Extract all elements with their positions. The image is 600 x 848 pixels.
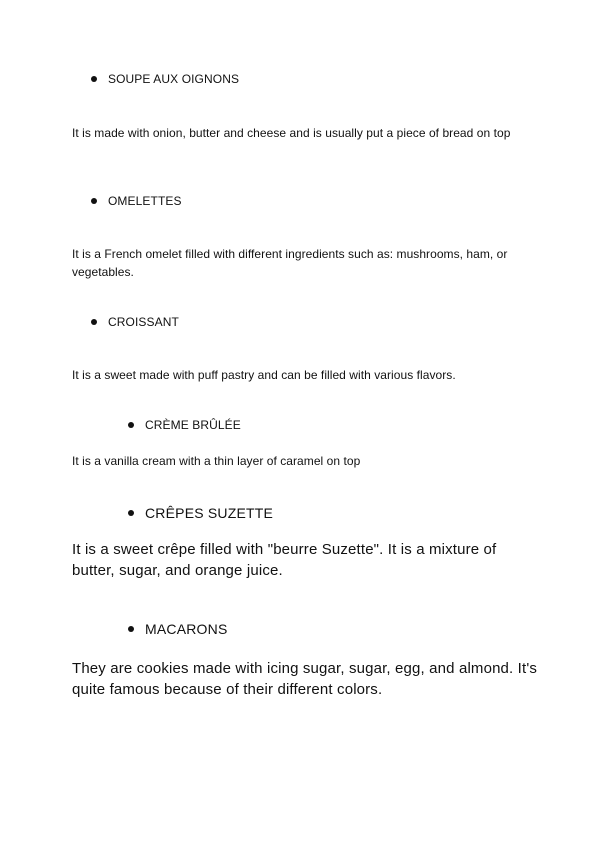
list-item-soupe-aux-oignons — [91, 72, 239, 86]
list-item-croissant — [91, 315, 179, 329]
item-title: MACARONS — [145, 621, 228, 637]
item-description: It is a sweet crêpe filled with "beurre Suzette". It is a mixture of butter, sugar, and orange juice. — [72, 541, 497, 579]
list-item-crepes-suzette — [128, 505, 273, 521]
bullet-icon — [91, 198, 97, 204]
item-title: CROISSANT — [108, 315, 179, 329]
bullet-icon — [128, 422, 134, 428]
item-description: They are cookies made with icing sugar, sugar, egg, and almond. It's quite famous because of their different colors. — [72, 660, 537, 698]
bullet-icon — [128, 626, 134, 632]
item-title: SOUPE AUX OIGNONS — [108, 72, 240, 86]
list-item-macarons — [128, 621, 228, 637]
item-title: CRÈME BRÛLÉE — [145, 418, 241, 432]
item-title: OMELETTES — [108, 194, 182, 208]
item-description: It is a sweet made with puff pastry and can be filled with various flavors. — [72, 368, 456, 382]
item-description: It is a French omelet filled with different ingredients such as: mushrooms, ham, or vegetables. — [72, 247, 508, 279]
bullet-icon — [128, 510, 134, 516]
list-item-omelettes — [91, 194, 182, 208]
item-description: It is made with onion, butter and cheese and is usually put a piece of bread on top — [72, 126, 511, 140]
item-description: It is a vanilla cream with a thin layer of caramel on top — [72, 454, 361, 468]
bullet-icon — [91, 76, 97, 82]
item-title: CRÊPES SUZETTE — [145, 505, 274, 521]
bullet-icon — [91, 319, 97, 325]
list-item-creme-brulee — [128, 418, 241, 432]
